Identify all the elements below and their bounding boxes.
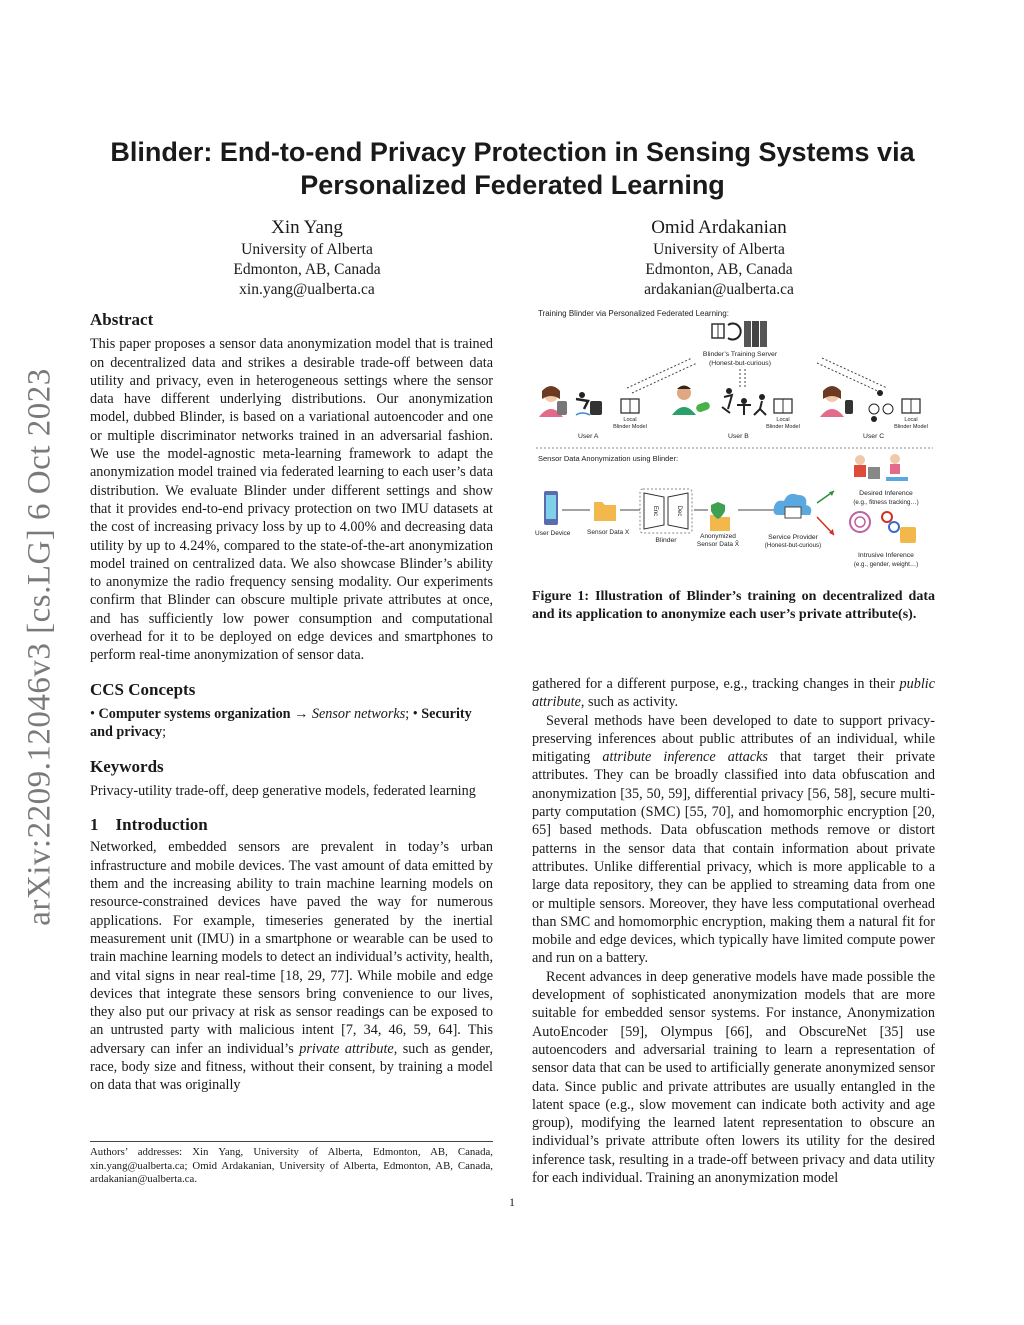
keywords-text: Privacy-utility trade-off, deep generative models, federated learning (90, 782, 476, 799)
intro-paragraph-1-cont: gathered for a different purpose, e.g., tracking changes in their public attribute, such as activity. (532, 676, 935, 711)
training-server-icon (712, 321, 767, 347)
author-affiliation: University of Alberta (653, 241, 785, 258)
author-email: ardakanian@ualberta.ca (644, 281, 794, 298)
blinder-model-icon (640, 489, 692, 533)
figure-caption: Figure 1: Illustration of Blinder’s training on decentralized data and its application to anonymize each user’s private attribute(s). (532, 589, 935, 622)
page-number: 1 (509, 1195, 515, 1209)
svg-text:User Device: User Device (535, 530, 571, 537)
svg-text:Local: Local (776, 417, 790, 423)
figure-1 (532, 305, 937, 575)
fitness-icons (854, 454, 908, 481)
intro-paragraph-2: Several methods have been developed to date to support privacy-preserving inferences about public attributes of an individual, while mitigating attribute inference attacks that target their private attributes. They can be broadly classified into data obfuscation and anonymization [35, 50, 59], differential privacy [56, 58], secure multi-party computation (SMC) [55, 70], and homomorphic encryption [20, 65] based methods. Data obfuscation methods remove or distort patterns in the sensor data that contain information about private attributes. Unlike differential privacy, which is more applicable to a large data repository, they can be applied to streaming data from one or multiple sensors. Moreover, they have less computational overhead than SMC and homomorphic encryption, making them a natural fit for mobile and edge devices, which typically have limited compute power and run on a battery. (532, 712, 935, 967)
author-location: Edmonton, AB, Canada (233, 261, 381, 278)
author-location: Edmonton, AB, Canada (645, 261, 793, 278)
intro-paragraph-1: Networked, embedded sensors are prevalent in today’s urban infrastructure and mobile devices. The vast amount of data emitted by them and the increasing ability to train machine learning models on resource-constrained devices have paved the way for numerous applications. For example, timeseries generated by the inertial measurement unit (IMU) in a smartphone or wearable can be used to train machine learning models to detect an individual’s activity, health, and vital signs in near real-time [18, 29, 77]. While mobile and edge devices that integrate these sensors bring convenience to our lives, they also put our privacy at risk as sensor readings can be exposed to an untrusted party with malicious intent [7, 34, 46, 59, 64]. This adversary can infer an individual’s private attribute, such as gender, race, body size and fitness, without their consent, by training a model on data that was originally (90, 839, 493, 1094)
paper-title: Blinder: End-to-end Privacy Protection in Sensing Systems via Personalized Federated Learning (110, 137, 915, 200)
figure-bottom-title: Sensor Data Anonymization using Blinder: (538, 454, 679, 463)
author-block-1 (157, 216, 457, 300)
abstract-text: This paper proposes a sensor data anonymization model that is trained on decentralized data and strikes a desirable trade-off between data utility and privacy, even in heterogeneous settings where the sensor data have different underlying distributions. Our anonymization model, dubbed Blinder, is based on a variational autoencoder and one or multiple discriminator networks trained in an adversarial fashion. We use the model-agnostic meta-learning framework to adapt the anonymization model trained via federated learning to each user’s data distribution. We evaluate Blinder under different settings and show that it provides end-to-end privacy protection on two IMU datasets at the cost of increasing privacy loss by up to 4.00% and decreasing data utility by up to 4.24%, compared to the state-of-the-art anonymization model trained on centralized data. We also showcase Blinder’s ability to anonymize the radio frequency sensing modality. Our experiments confirm that Blinder can obscure multiple private attributes at once, and has sufficiently low power consumption and computational overhead for it to be deployed on edge devices and smartphones to perform real-time anonymization of sensor data. (90, 336, 493, 664)
svg-text:Blinder Model: Blinder Model (613, 424, 647, 430)
svg-text:Intrusive Inference: Intrusive Inference (858, 552, 914, 559)
folder-icon (594, 502, 616, 521)
svg-text:Dec: Dec (676, 505, 682, 517)
footnote-rule (90, 1141, 493, 1142)
server-label: Blinder’s Training Server (702, 351, 778, 358)
svg-text:(e.g., gender, weight…): (e.g., gender, weight…) (853, 561, 919, 568)
svg-text:Local: Local (623, 417, 637, 423)
user-b-label: User B (728, 433, 749, 440)
arxiv-id: arXiv:2209.12046v3 [cs.LG] 6 Oct 2023 (21, 368, 58, 926)
ccs-heading: CCS Concepts (90, 679, 196, 699)
author-name: Xin Yang (271, 217, 343, 238)
author-name: Omid Ardakanian (651, 217, 787, 238)
right-column (532, 675, 935, 1187)
abstract-heading: Abstract (90, 310, 154, 329)
intro-heading: 1 Introduction (90, 815, 208, 835)
svg-text:Blinder: Blinder (655, 537, 677, 544)
svg-text:(Honest-but-curious): (Honest-but-curious) (764, 542, 822, 549)
user-a-label: User A (578, 433, 599, 440)
figure-top-title: Training Blinder via Personalized Federated Learning: (538, 309, 729, 318)
svg-text:Enc: Enc (652, 505, 658, 517)
svg-text:(e.g., fitness tracking…): (e.g., fitness tracking…) (853, 499, 919, 506)
user-a-icons (539, 386, 639, 417)
arxiv-stamp (10, 365, 70, 930)
svg-text:Local: Local (904, 417, 918, 423)
svg-text:Anonymized: Anonymized (700, 533, 736, 540)
server-sublabel: (Honest-but-curious) (709, 360, 771, 367)
svg-text:Sensor Data X̂: Sensor Data X̂ (696, 541, 740, 548)
svg-text:Desired Inference: Desired Inference (859, 490, 913, 497)
left-column (90, 311, 493, 1095)
intro-paragraph-3: Recent advances in deep generative models have made possible the development of sophisticated anonymization models that are more suitable for embedded sensor systems. For instance, Anonymization AutoEncoder [59], Olympus [66], and ObscureNet [35] use autoencoders and adversarial training to learn a representation of sensor data that can be used to artificially generate anonymized sensor data. Since public and private attributes are usually entangled in the latent space (e.g., slow movement can indicate both activity and age group), modifying the learned latent representation to obscure an individual’s private attribute often lowers its utility for the desired inference task, resulting in a trade-off between privacy and data utility for each individual. Training an anonymization model (532, 968, 935, 1187)
svg-text:Blinder Model: Blinder Model (766, 424, 800, 430)
svg-text:Blinder Model: Blinder Model (894, 424, 928, 430)
footnote: Authors’ addresses: Xin Yang, University of Alberta, Edmonton, AB, Canada, xin.yang@ualberta.ca; Omid Ardakanian, University of Alberta, Edmonton, AB, Canada, ardakanian@ualberta.ca. (90, 1146, 493, 1185)
svg-text:Service Provider: Service Provider (768, 534, 818, 541)
user-b-icons (672, 386, 792, 416)
author-block-2 (569, 216, 869, 300)
ccs-text: • Computer systems organization → Sensor networks; • Security and privacy; (90, 705, 472, 741)
author-affiliation: University of Alberta (241, 241, 373, 258)
intrusive-icons (850, 512, 916, 543)
keywords-heading: Keywords (90, 756, 164, 776)
user-c-label: User C (863, 433, 885, 440)
svg-text:Sensor Data X: Sensor Data X (587, 529, 630, 536)
author-email: xin.yang@ualberta.ca (239, 281, 375, 298)
